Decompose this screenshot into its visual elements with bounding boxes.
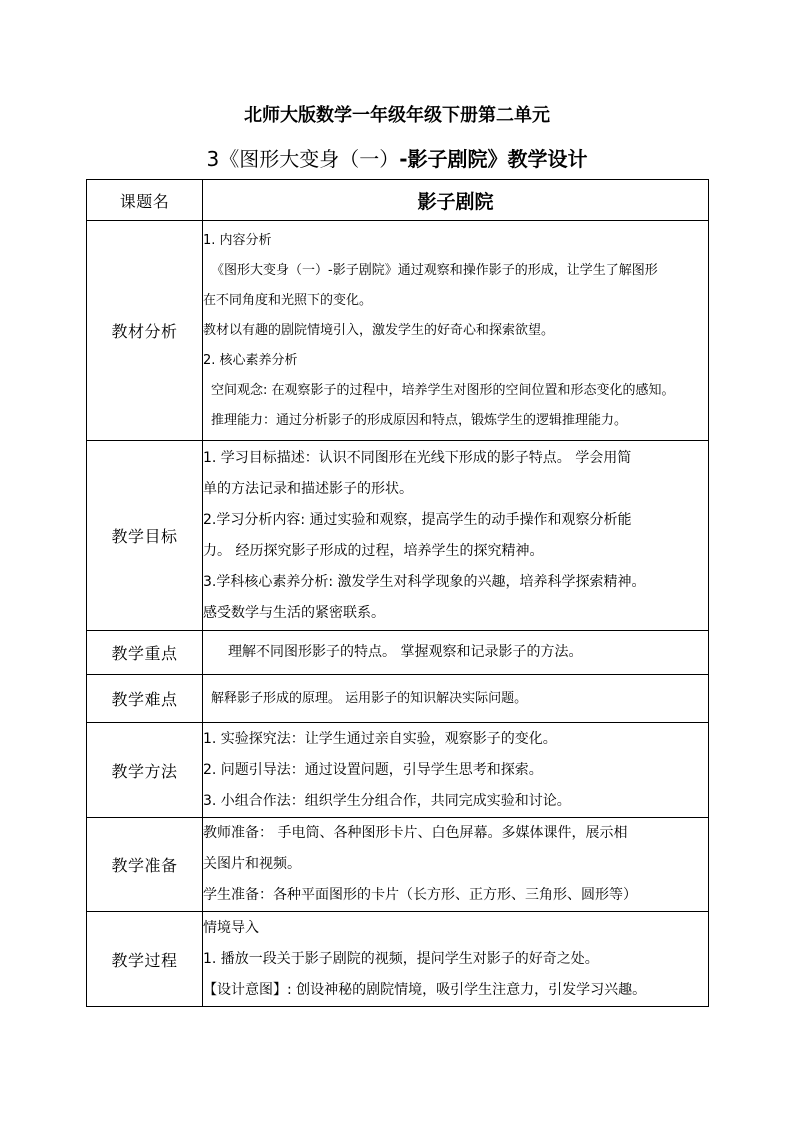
- content-line: 1. 学习目标描述：认识不同图形在光线下形成的影子特点。 学会用简: [203, 449, 632, 466]
- row-label: 教学目标: [87, 441, 203, 631]
- content-line: 1. 内容分析: [203, 232, 272, 248]
- table-row-difficulties: [87, 675, 709, 723]
- row-label: 教材分析: [87, 221, 203, 441]
- content-line: 推理能力：通过分析影子的形成原因和特点，锻炼学生的逻辑推理能力。: [211, 412, 628, 428]
- table-row-title: [87, 180, 709, 221]
- content-line: 理解不同图形影子的特点。 掌握观察和记录影子的方法。: [228, 644, 583, 660]
- row-content: [203, 441, 709, 631]
- row-content: [203, 723, 709, 818]
- subtitle-part-1: 3《图形大变身（一）: [206, 147, 400, 171]
- table-row-key-points: [87, 631, 709, 675]
- content-line: 教师准备： 手电筒、各种图形卡片、白色屏幕。多媒体课件，展示相: [203, 825, 628, 841]
- content-line: 单的方法记录和描述影子的形状。: [203, 480, 413, 497]
- row-content: [203, 818, 709, 912]
- document-title: 北师大版数学一年级年级下册第二单元: [244, 105, 550, 126]
- table-row-material-analysis: [87, 221, 709, 441]
- content-line: 教材以有趣的剧院情境引入，激发学生的好奇心和探索欲望。: [203, 322, 555, 338]
- lesson-title: 影子剧院: [203, 180, 709, 221]
- content-line: 《图形大变身（一）-影子剧院》通过观察和操作影子的形成，让学生了解图形: [211, 262, 658, 278]
- document-subtitle: [0, 144, 794, 174]
- row-label: 教学过程: [87, 912, 203, 1007]
- lesson-plan-table: [86, 179, 709, 1007]
- row-label: 教学方法: [87, 723, 203, 818]
- table-row-preparation: [87, 818, 709, 912]
- table-row-teaching-process: [87, 912, 709, 1007]
- content-line: 力。 经历探究影子形成的过程，培养学生的探究精神。: [203, 542, 544, 559]
- table-row-teaching-goals: [87, 441, 709, 631]
- content-line: 1. 播放一段关于影子剧院的视频，提问学生对影子的好奇之处。: [203, 950, 599, 967]
- content-line: 关图片和视频。: [203, 856, 301, 872]
- row-content: [203, 675, 709, 723]
- content-line: 解释影子形成的原理。 运用影子的知识解决实际问题。: [211, 690, 528, 706]
- table-row-teaching-methods: [87, 723, 709, 818]
- content-line: 情境导入: [203, 919, 259, 936]
- content-line: 学生准备：各种平面图形的卡片（长方形、正方形、三角形、圆形等）: [203, 887, 637, 903]
- content-line: 在不同角度和光照下的变化。: [203, 292, 373, 308]
- row-label: 课题名: [87, 180, 203, 221]
- content-line: 3.学科核心素养分析: 激发学生对科学现象的兴趣，培养科学探索精神。: [203, 573, 646, 590]
- content-line: 空间观念: 在观察影子的过程中，培养学生对图形的空间位置和形态变化的感知。: [211, 382, 675, 398]
- row-label: 教学准备: [87, 818, 203, 912]
- row-content: [203, 912, 709, 1007]
- row-label: 教学重点: [87, 631, 203, 675]
- row-label: 教学难点: [87, 675, 203, 723]
- content-line: 2. 问题引导法：通过设置问题，引导学生思考和探索。: [203, 761, 543, 778]
- content-line: 1. 实验探究法：让学生通过亲自实验，观察影子的变化。: [203, 730, 557, 747]
- row-content: [203, 221, 709, 441]
- row-content: [203, 631, 709, 675]
- content-line: 感受数学与生活的紧密联系。: [203, 604, 385, 621]
- content-line: 2.学习分析内容: 通过实验和观察，提高学生的动手操作和观察分析能: [203, 511, 632, 528]
- content-line: 【设计意图】: 创设神秘的剧院情境，吸引学生注意力，引发学习兴趣。: [203, 981, 647, 998]
- content-line: 2. 核心素养分析: [203, 352, 298, 368]
- content-line: 3. 小组合作法：组织学生分组合作，共同完成实验和讨论。: [203, 792, 571, 809]
- subtitle-part-2: -影子剧院》教学设计: [399, 147, 588, 171]
